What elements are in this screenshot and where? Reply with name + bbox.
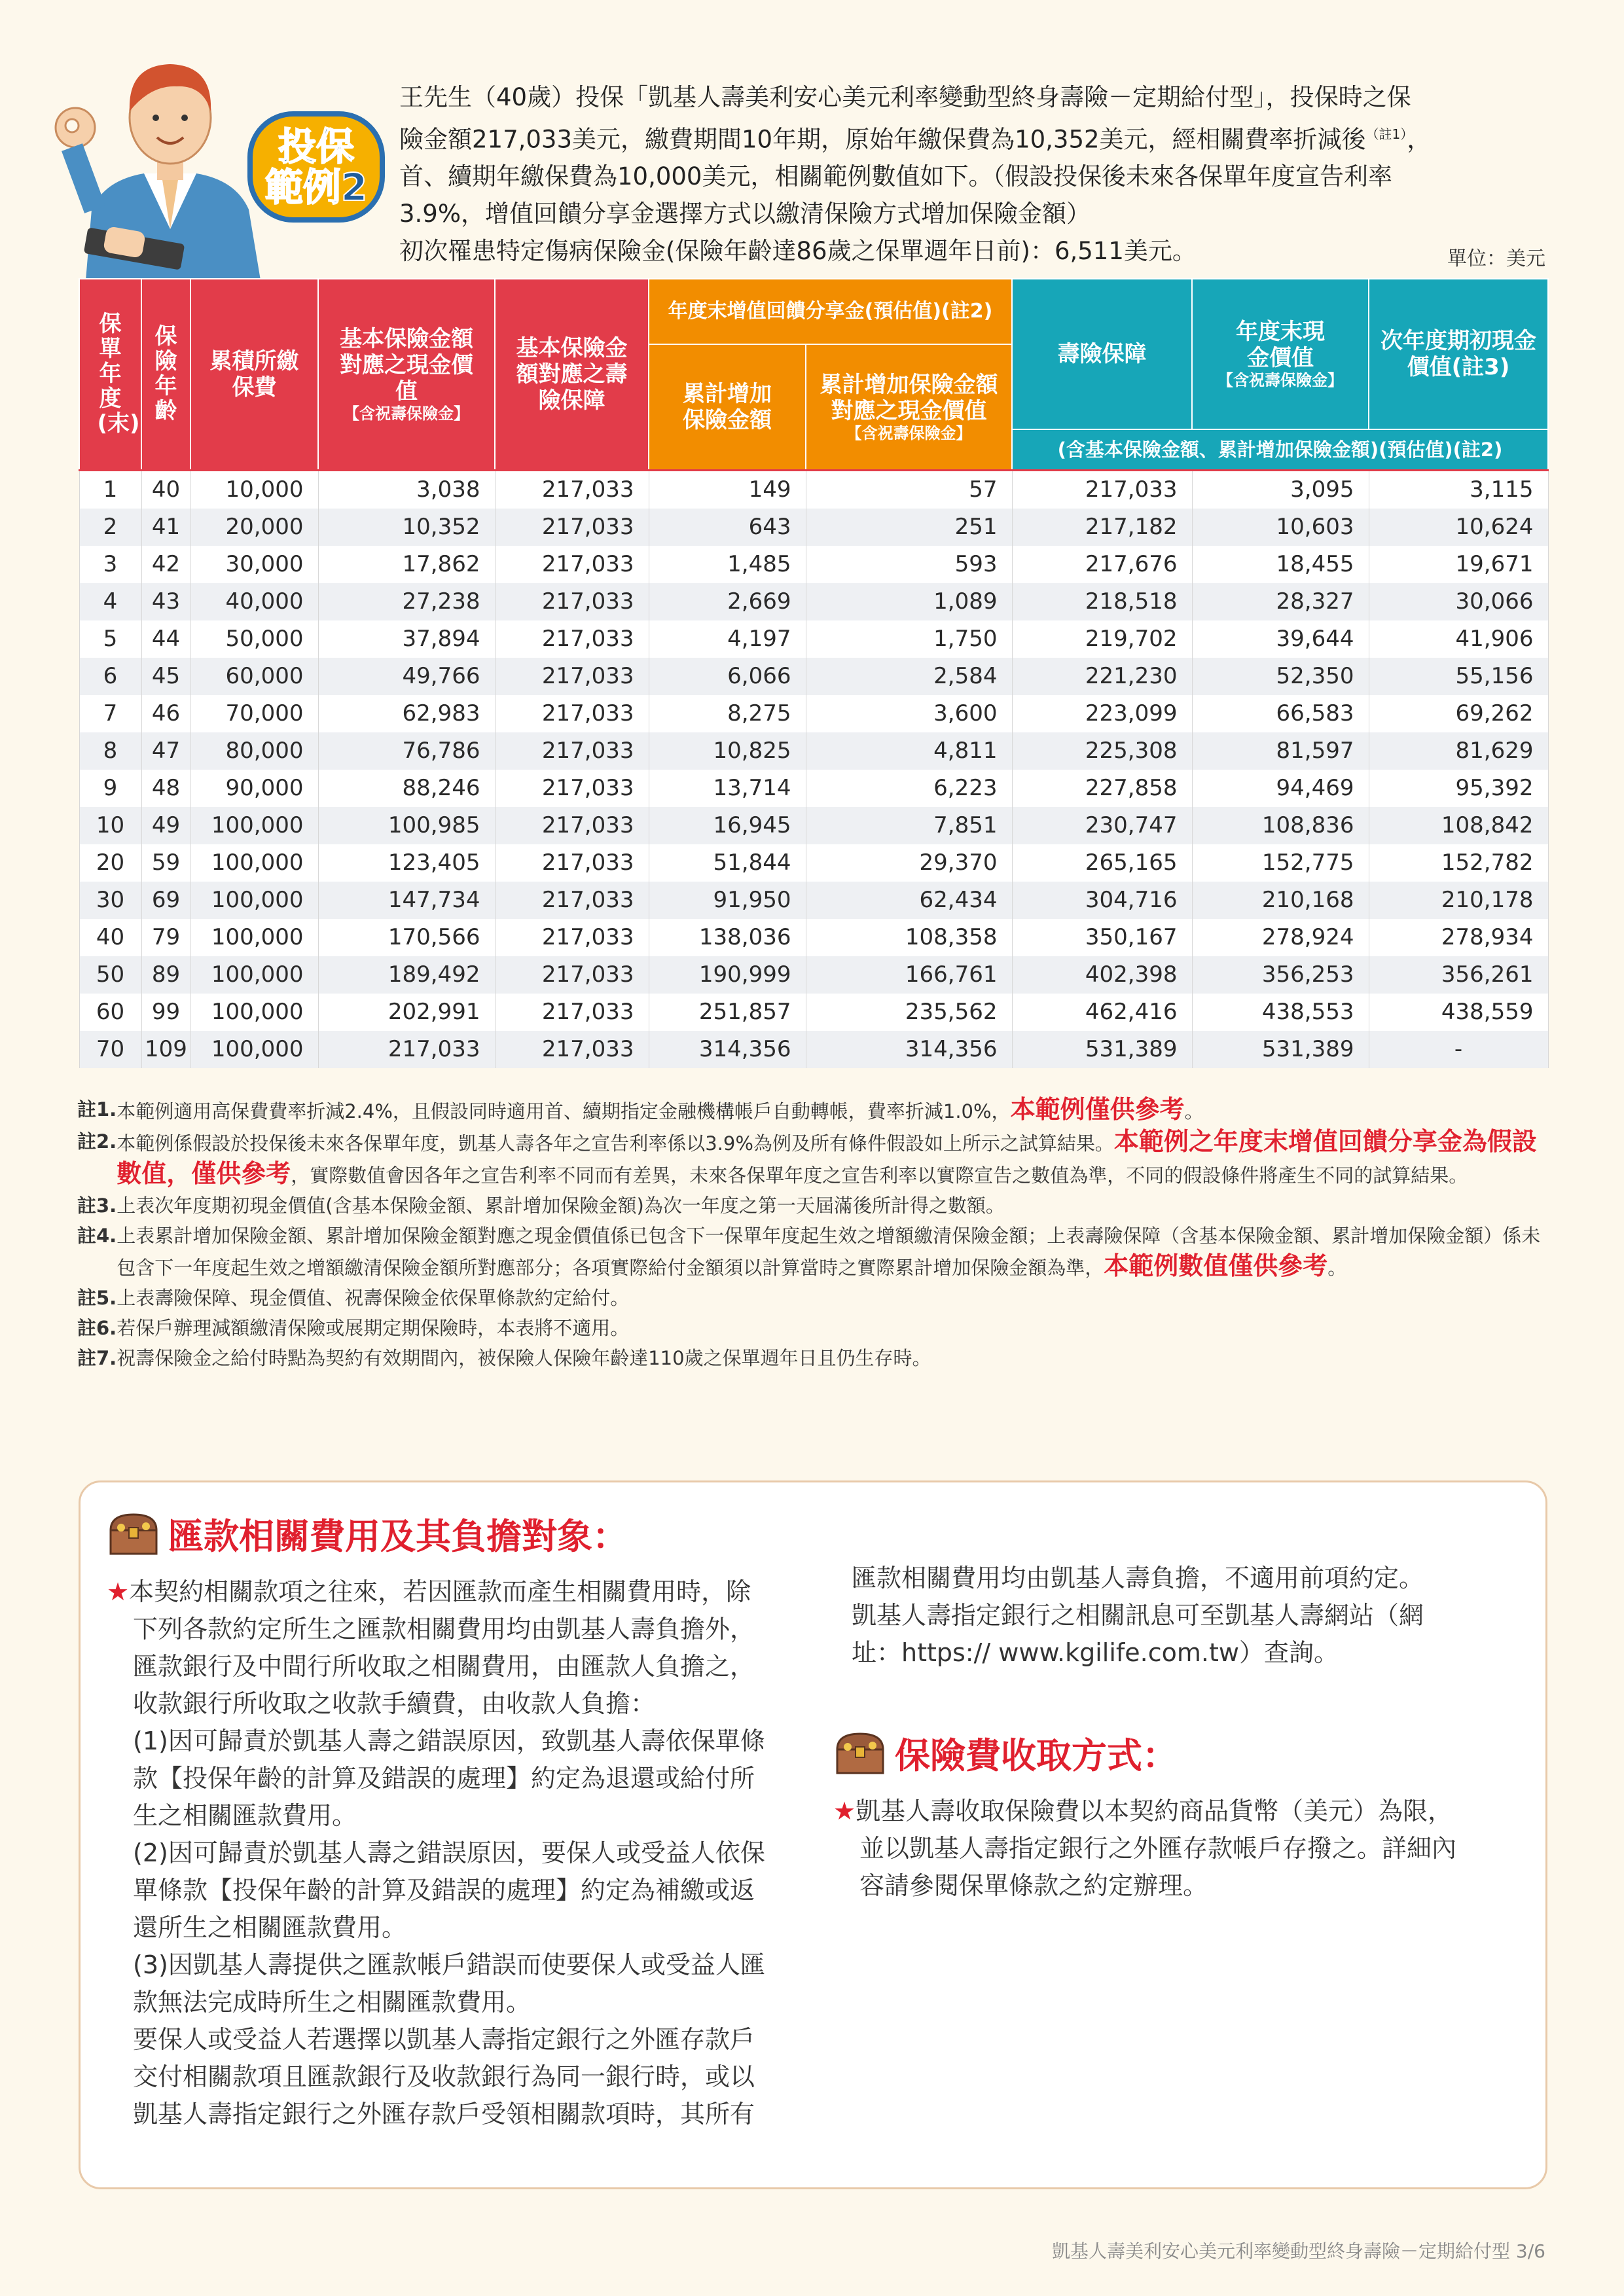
table-cell: 643 [649,509,806,546]
remittance-section [107,1509,859,2133]
table-cell: 217,033 [495,956,649,994]
table-row [79,807,1548,844]
intro-line: 險金額217,033美元，繳費期間10年期，原始年繳保費為10,352美元，經相關費率折減後$^{(註1)}$， [399,125,1432,154]
table-cell: 79 [141,919,190,956]
table-cell: 20 [79,844,141,882]
col-header-cumulative-added-amount: 累計增加保險金額 [649,344,806,470]
table-cell: 356,261 [1369,956,1548,994]
text-line: (1)因可歸責於凱基人壽之錯誤原因，致凱基人壽依保單條 [133,1727,765,1755]
col-header-policy-year: 保單年度(末) [79,279,141,470]
text-line: 容請參閱保單條款之約定辦理。 [859,1871,1208,1900]
table-cell: 1 [79,470,141,509]
table-row [79,882,1548,919]
table-cell: 4,197 [649,620,806,658]
table-cell: 99 [141,994,190,1031]
text-line: 凱基人壽指定銀行之外匯存款戶受領相關款項時，其所有 [133,2100,755,2128]
table-cell: 10,352 [318,509,495,546]
footnote-3: 註3. 上表次年度期初現金價值(含基本保險金額、累計增加保險金額)為次一年度之第一天屆滿後所計得之數額。 [77,1194,1005,1217]
table-cell: 45 [141,658,190,695]
table-cell: 81,629 [1369,732,1548,770]
text-line: ★本契約相關款項之往來，若因匯款而產生相關費用時，除 [107,1577,751,1606]
table-cell: 39,644 [1192,620,1369,658]
table-cell: 30,000 [190,546,318,583]
table-cell: 4 [79,583,141,620]
treasure-chest-icon [107,1511,160,1558]
table-cell: 189,492 [318,956,495,994]
table-cell: 60 [79,994,141,1031]
table-row [79,583,1548,620]
table-cell: 13,714 [649,770,806,807]
table-cell: 9 [79,770,141,807]
col-header-age: 保險年齡 [141,279,190,470]
table-cell: 210,178 [1369,882,1548,919]
table-cell: 108,836 [1192,807,1369,844]
table-cell: 149 [649,470,806,509]
unit-label: 單位：美元 [1447,247,1545,270]
table-cell: 100,000 [190,919,318,956]
intro-line: 王先生（40歲）投保「凱基人壽美利安心美元利率變動型終身壽險－定期給付型」，投保時之保 [399,83,1411,111]
table-cell: 462,416 [1012,994,1192,1031]
table-cell: 402,398 [1012,956,1192,994]
table-cell: 52,350 [1192,658,1369,695]
table-cell: 6,066 [649,658,806,695]
col-subheader-estimate: (含基本保險金額、累計增加保險金額)(預估值)(註2) [1012,429,1548,470]
table-cell: 62,983 [318,695,495,732]
table-cell: 314,356 [649,1031,806,1068]
table-cell: 40,000 [190,583,318,620]
table-cell: 62,434 [806,882,1012,919]
table-cell: 10 [79,807,141,844]
table-cell: 3,095 [1192,470,1369,509]
col-header-basic-death-benefit: 基本保險金額對應之壽險保障 [495,279,649,470]
table-cell: 46 [141,695,190,732]
footnote-1: 註1. 本範例適用高保費費率折減2.4%，且假設同時適用首、續期指定金融機構帳戶自動轉帳，費率折減1.0%，本範例僅供參考。 [77,1095,1204,1124]
col-header-next-year-cash-value: 次年度期初現金價值(註3) [1369,279,1548,429]
table-cell: 217,033 [495,994,649,1031]
table-cell: 3 [79,546,141,583]
text-line: (2)因可歸責於凱基人壽之錯誤原因，要保人或受益人依保 [133,1839,765,1867]
table-cell: 40 [79,919,141,956]
intro-line: 初次罹患特定傷病保險金(保險年齡達86歲之保單週年日前)：6,511美元。 [399,237,1197,266]
table-cell: 3,115 [1369,470,1548,509]
table-cell: 42 [141,546,190,583]
table-cell: 10,624 [1369,509,1548,546]
table-cell: 47 [141,732,190,770]
footnote-2: 註2. 本範例係假設於投保後未來各保單年度，凱基人壽各年之宣告利率係以3.9%為例及所有條件假設如上所示之試算結果。本範例之年度末增值回饋分享金為假設數值，僅供參考，實際數值會因各年之宣告利率不同而有差異，未來各保單年度之宣告利率以實際宣告之數值為準，不同的假設條件將產生不同的試算結果。 [77,1127,1537,1188]
table-cell: 217,033 [318,1031,495,1068]
table-cell: 88,246 [318,770,495,807]
table-cell: 304,716 [1012,882,1192,919]
premium-section [833,1728,1527,1905]
footnote-6: 註6. 若保戶辦理減額繳清保險或展期定期保險時，本表將不適用。 [77,1317,630,1339]
table-cell: 217,033 [495,919,649,956]
text-line: 收款銀行所收取之收款手續費，由收款人負擔： [133,1689,656,1718]
table-cell: 217,676 [1012,546,1192,583]
info-box [79,1480,1547,2189]
table-cell: - [1369,1031,1548,1068]
table-cell: 10,000 [190,470,318,509]
table-cell: 94,469 [1192,770,1369,807]
table-cell: 59 [141,844,190,882]
table-cell: 28,327 [1192,583,1369,620]
table-cell: 531,389 [1012,1031,1192,1068]
table-cell: 593 [806,546,1012,583]
table-cell: 217,033 [1012,470,1192,509]
table-cell: 1,485 [649,546,806,583]
table-cell: 100,000 [190,882,318,919]
table-cell: 55,156 [1369,658,1548,695]
table-cell: 100,000 [190,844,318,882]
table-cell: 16,945 [649,807,806,844]
table-cell: 217,033 [495,844,649,882]
table-cell: 217,033 [495,1031,649,1068]
table-cell: 225,308 [1012,732,1192,770]
table-cell: 3,038 [318,470,495,509]
table-cell: 217,033 [495,583,649,620]
table-row [79,844,1548,882]
table-cell: 6,223 [806,770,1012,807]
star-icon: ★ [833,1797,856,1825]
table-row [79,620,1548,658]
table-cell: 70,000 [190,695,318,732]
text-line: 單條款【投保年齡的計算及錯誤的處理】約定為補繳或返 [133,1876,755,1905]
table-cell: 70 [79,1031,141,1068]
table-cell: 202,991 [318,994,495,1031]
text-line: 並以凱基人壽指定銀行之外匯存款帳戶存撥之。詳細內 [859,1834,1457,1863]
table-cell: 356,253 [1192,956,1369,994]
table-cell: 89 [141,956,190,994]
table-cell: 217,033 [495,695,649,732]
table-cell: 152,782 [1369,844,1548,882]
table-cell: 531,389 [1192,1031,1369,1068]
table-cell: 49,766 [318,658,495,695]
table-cell: 217,033 [495,658,649,695]
table-cell: 278,934 [1369,919,1548,956]
text-line: 匯款相關費用均由凱基人壽負擔，不適用前項約定。 [852,1564,1424,1592]
table-cell: 80,000 [190,732,318,770]
table-cell: 217,033 [495,620,649,658]
table-cell: 1,750 [806,620,1012,658]
illustration-table [79,278,1549,1068]
table-cell: 350,167 [1012,919,1192,956]
table-cell: 20,000 [190,509,318,546]
table-cell: 19,671 [1369,546,1548,583]
table-cell: 8,275 [649,695,806,732]
table-cell: 227,858 [1012,770,1192,807]
table-cell: 166,761 [806,956,1012,994]
table-cell: 44 [141,620,190,658]
table-cell: 109 [141,1031,190,1068]
table-cell: 219,702 [1012,620,1192,658]
remittance-text-continued [852,1560,1532,1672]
table-cell: 265,165 [1012,844,1192,882]
table-cell: 223,099 [1012,695,1192,732]
table-cell: 314,356 [806,1031,1012,1068]
example-badge [247,111,385,223]
table-cell: 27,238 [318,583,495,620]
table-cell: 7 [79,695,141,732]
table-cell: 10,603 [1192,509,1369,546]
badge-line2: 範例2 [264,165,368,209]
text-line: ★凱基人壽收取保險費以本契約商品貨幣（美元）為限， [833,1797,1453,1825]
table-cell: 218,518 [1012,583,1192,620]
table-row [79,546,1548,583]
table-cell: 41,906 [1369,620,1548,658]
text-line: 要保人或受益人若選擇以凱基人壽指定銀行之外匯存款戶 [133,2025,755,2054]
table-cell: 57 [806,470,1012,509]
table-cell: 251 [806,509,1012,546]
col-header-cumulative-premium: 累積所繳保費 [190,279,318,470]
table-cell: 8 [79,732,141,770]
table-cell: 41 [141,509,190,546]
table-cell: 3,600 [806,695,1012,732]
table-cell: 17,862 [318,546,495,583]
table-cell: 18,455 [1192,546,1369,583]
table-row [79,1031,1548,1068]
footnotes [77,1094,1550,1373]
footnote-5: 註5. 上表壽險保障、現金價值、祝壽保險金依保單條款約定給付。 [77,1287,630,1309]
presenter-illustration [46,39,281,288]
text-line: (3)因凱基人壽提供之匯款帳戶錯誤而使要保人或受益人匯 [133,1950,765,1979]
table-cell: 50,000 [190,620,318,658]
table-cell: 147,734 [318,882,495,919]
treasure-chest-icon [833,1730,887,1777]
table-cell: 152,775 [1192,844,1369,882]
badge-line1: 投保 [278,124,354,169]
table-cell: 230,747 [1012,807,1192,844]
table-cell: 217,033 [495,770,649,807]
table-cell: 30,066 [1369,583,1548,620]
table-row [79,695,1548,732]
table-cell: 2 [79,509,141,546]
table-cell: 217,033 [495,732,649,770]
text-line: 址：https:// www.kgilife.com.tw）查詢。 [852,1638,1339,1667]
star-icon: ★ [107,1577,130,1606]
col-header-basic-cash-value: 基本保險金額對應之現金價值 【含祝壽保險金】 [318,279,495,470]
text-line: 下列各款約定所生之匯款相關費用均由凱基人壽負擔外， [133,1615,755,1643]
table-row [79,732,1548,770]
table-cell: 123,405 [318,844,495,882]
table-cell: 2,669 [649,583,806,620]
text-line: 款無法完成時所生之相關匯款費用。 [133,1988,532,2017]
table-cell: 217,033 [495,509,649,546]
table-cell: 217,033 [495,882,649,919]
table-row [79,470,1548,509]
table-cell: 5 [79,620,141,658]
table-cell: 100,000 [190,994,318,1031]
footnote-4: 註4. 上表累計增加保險金額、累計增加保險金額對應之現金價值係已包含下一保單年度起生效之增額繳清保險金額；上表壽險保障（含基本保險金額、累計增加保險金額）係未包含下一年度起生效之增額繳清保險金額所對應部分；各項實際給付金額須以計算當時之實際累計增加保險金額為準，本範例數值僅供參考。 [77,1225,1541,1280]
table-cell: 235,562 [806,994,1012,1031]
table-cell: 60,000 [190,658,318,695]
table-cell: 48 [141,770,190,807]
table-cell: 278,924 [1192,919,1369,956]
table-cell: 2,584 [806,658,1012,695]
table-cell: 170,566 [318,919,495,956]
page-footer: 凱基人壽美利安心美元利率變動型終身壽險－定期給付型 3/6 [1052,2240,1545,2262]
table-cell: 190,999 [649,956,806,994]
text-line: 還所生之相關匯款費用。 [133,1913,407,1942]
table-cell: 10,825 [649,732,806,770]
table-cell: 4,811 [806,732,1012,770]
premium-title: 保險費收取方式： [833,1728,1527,1778]
table-cell: 100,000 [190,807,318,844]
intro-line: 首、續期年繳保費為10,000美元，相關範例數值如下。（假設投保後未來各保單年度宣告利率 [399,162,1392,191]
table-cell: 81,597 [1192,732,1369,770]
col-header-added-amount-cash-value: 累計增加保險金額對應之現金價值 【含祝壽保險金】 [806,344,1012,470]
table-cell: 221,230 [1012,658,1192,695]
table-body [79,470,1548,1068]
intro-line: 3.9%，增值回饋分享金選擇方式以繳清保險方式增加保險金額） [399,200,1091,228]
text-line: 款【投保年齡的計算及錯誤的處理】約定為退還或給付所 [133,1764,755,1793]
table-cell: 438,553 [1192,994,1369,1031]
table-cell: 100,985 [318,807,495,844]
table-cell: 438,559 [1369,994,1548,1031]
footnote-7: 註7. 祝壽保險金之給付時點為契約有效期間內，被保險人保險年齡達110歲之保單週年日且仍生存時。 [77,1347,931,1369]
table-cell: 7,851 [806,807,1012,844]
table-cell: 50 [79,956,141,994]
table-cell: 40 [141,470,190,509]
table-cell: 76,786 [318,732,495,770]
col-group-dividend: 年度末增值回饋分享金(預估值)(註2) [649,279,1012,344]
table-cell: 217,033 [495,807,649,844]
text-line: 匯款銀行及中間行所收取之相關費用，由匯款人負擔之， [133,1652,755,1681]
remittance-title: 匯款相關費用及其負擔對象： [107,1509,859,1559]
table-cell: 217,033 [495,546,649,583]
table-cell: 69,262 [1369,695,1548,732]
table-cell: 30 [79,882,141,919]
table-row [79,919,1548,956]
table-cell: 100,000 [190,1031,318,1068]
table-cell: 90,000 [190,770,318,807]
table-cell: 251,857 [649,994,806,1031]
table-cell: 210,168 [1192,882,1369,919]
table-cell: 6 [79,658,141,695]
remittance-text [107,1573,859,2133]
table-row [79,770,1548,807]
table-cell: 43 [141,583,190,620]
table-cell: 100,000 [190,956,318,994]
table-cell: 37,894 [318,620,495,658]
text-line: 凱基人壽指定銀行之相關訊息可至凱基人壽網站（網 [852,1601,1424,1630]
table-row [79,658,1548,695]
table-cell: 217,182 [1012,509,1192,546]
text-line: 交付相關款項且匯款銀行及收款銀行為同一銀行時，或以 [133,2062,755,2091]
table-cell: 108,358 [806,919,1012,956]
table-row [79,994,1548,1031]
table-row [79,509,1548,546]
table-cell: 217,033 [495,470,649,509]
col-header-year-end-cash-value: 年度末現金價值 【含祝壽保險金】 [1192,279,1369,429]
table-cell: 108,842 [1369,807,1548,844]
premium-text [833,1793,1527,1905]
table-cell: 51,844 [649,844,806,882]
table-cell: 95,392 [1369,770,1548,807]
table-cell: 1,089 [806,583,1012,620]
table-cell: 49 [141,807,190,844]
text-line: 生之相關匯款費用。 [133,1801,357,1830]
table-cell: 66,583 [1192,695,1369,732]
table-cell: 69 [141,882,190,919]
table-cell: 91,950 [649,882,806,919]
note-ref: （註1） [1365,126,1407,142]
table-cell: 29,370 [806,844,1012,882]
col-header-death-benefit: 壽險保障 [1012,279,1192,429]
table-row [79,956,1548,994]
intro-text [399,79,1551,270]
table-cell: 138,036 [649,919,806,956]
